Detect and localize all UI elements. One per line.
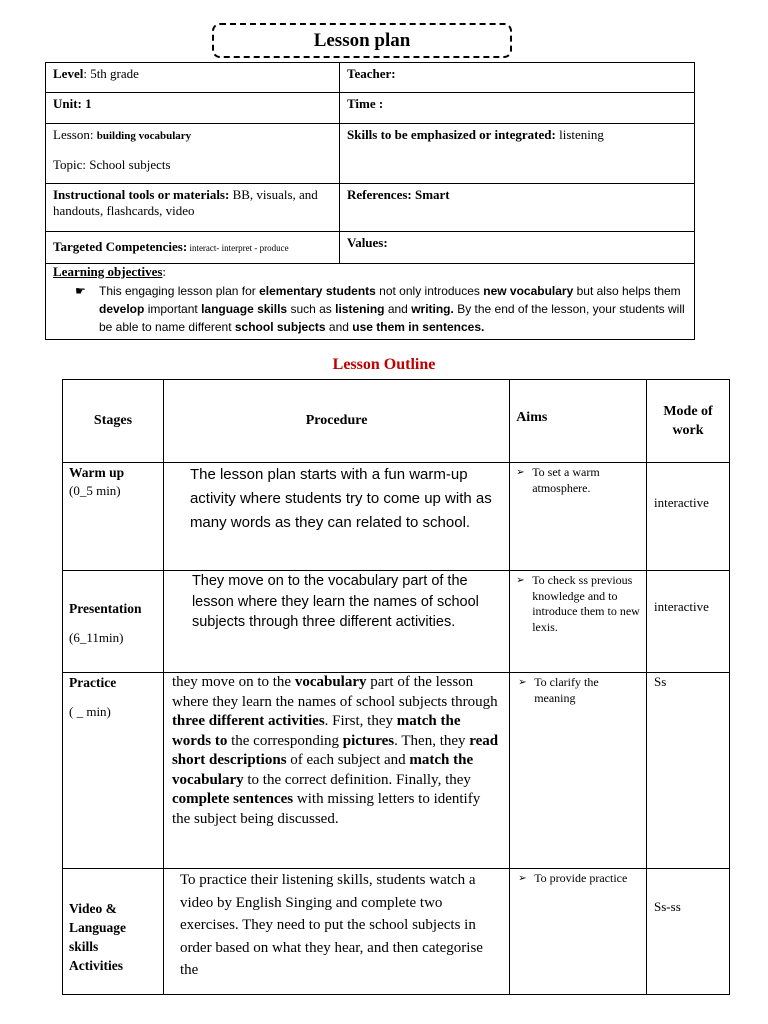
- stage-cell: Warm up (0_5 min): [63, 463, 164, 571]
- references-cell: References: Smart: [340, 184, 695, 232]
- stage-cell: Video & Language skills Activities: [63, 869, 164, 995]
- stage-cell: Practice ( _ min): [63, 673, 164, 869]
- aims-cell: ➢ To provide practice: [510, 869, 647, 995]
- arrow-bullet-icon: ➢: [516, 467, 525, 478]
- lesson-cell: Lesson: building vocabulary Topic: School subjects: [46, 124, 340, 184]
- time-cell: Time :: [340, 93, 695, 124]
- arrow-bullet-icon: ➢: [518, 873, 527, 884]
- competencies-cell: Targeted Competencies: interact- interpret - produce: [46, 232, 340, 264]
- page-title: Lesson plan: [212, 23, 512, 58]
- table-row: [63, 463, 730, 571]
- teacher-cell: Teacher:: [340, 63, 695, 93]
- mode-cell: interactive: [647, 571, 730, 673]
- table-row: [63, 869, 730, 995]
- tools-cell: Instructional tools or materials: BB, visuals, and handouts, flashcards, video: [46, 184, 340, 232]
- level-cell: Level: 5th grade: [46, 63, 340, 93]
- procedure-cell: they move on to the vocabulary part of the lesson where they learn the names of school subjects through three different activities. First, they match the words to the corresponding pictures. Then, they read short descriptions of each subject and match the vocabulary to the correct definition. Finally, they complete sentences with missing letters to identify the subject being discussed.: [163, 673, 509, 869]
- stage-cell: Presentation (6_11min): [63, 571, 164, 673]
- learning-objectives: Learning objectives: ☛ This engaging lesson plan for elementary students not only introduces new vocabulary but also helps them develop important language skills such as listening and writing. By the end of the lesson, your students will be able to name different school subjects and use them in sentences.: [45, 262, 695, 340]
- header-aims: Aims: [510, 380, 647, 463]
- table-row: [63, 571, 730, 673]
- skills-cell: Skills to be emphasized or integrated: listening: [340, 124, 695, 184]
- lesson-outline-table: [62, 379, 730, 995]
- mode-cell: Ss: [647, 673, 730, 869]
- arrow-bullet-icon: ➢: [518, 677, 527, 688]
- info-table: [45, 62, 695, 264]
- procedure-cell: The lesson plan starts with a fun warm-up activity where students try to come up with as many words as they can related to school.: [163, 463, 509, 571]
- mode-cell: interactive: [647, 463, 730, 571]
- values-cell: Values:: [340, 232, 695, 264]
- objectives-text: This engaging lesson plan for elementary students not only introduces new vocabulary but also helps them develop important language skills such as listening and writing. By the end of the lesson, your students will be able to name different school subjects and use them in sentences.: [99, 284, 685, 334]
- objectives-heading: Learning objectives: [53, 264, 163, 279]
- aims-cell: ➢ To check ss previous knowledge and to introduce them to new lexis.: [510, 571, 647, 673]
- header-procedure: Procedure: [163, 380, 509, 463]
- aims-cell: ➢ To set a warm atmosphere.: [510, 463, 647, 571]
- table-row: [63, 673, 730, 869]
- procedure-cell: They move on to the vocabulary part of the lesson where they learn the names of school subjects through three different activities.: [163, 571, 509, 673]
- aims-cell: ➢ To clarify the meaning: [510, 673, 647, 869]
- pointing-hand-icon: ☛: [75, 284, 86, 298]
- procedure-cell: To practice their listening skills, students watch a video by English Singing and complete two exercises. They need to put the school subjects in order based on what they hear, and then categorise the: [163, 869, 509, 995]
- header-mode: Mode of work: [647, 380, 730, 463]
- arrow-bullet-icon: ➢: [516, 575, 525, 586]
- outline-title: Lesson Outline: [332, 356, 436, 373]
- mode-cell: Ss-ss: [647, 869, 730, 995]
- unit-cell: Unit: 1: [46, 93, 340, 124]
- header-stages: Stages: [63, 380, 164, 463]
